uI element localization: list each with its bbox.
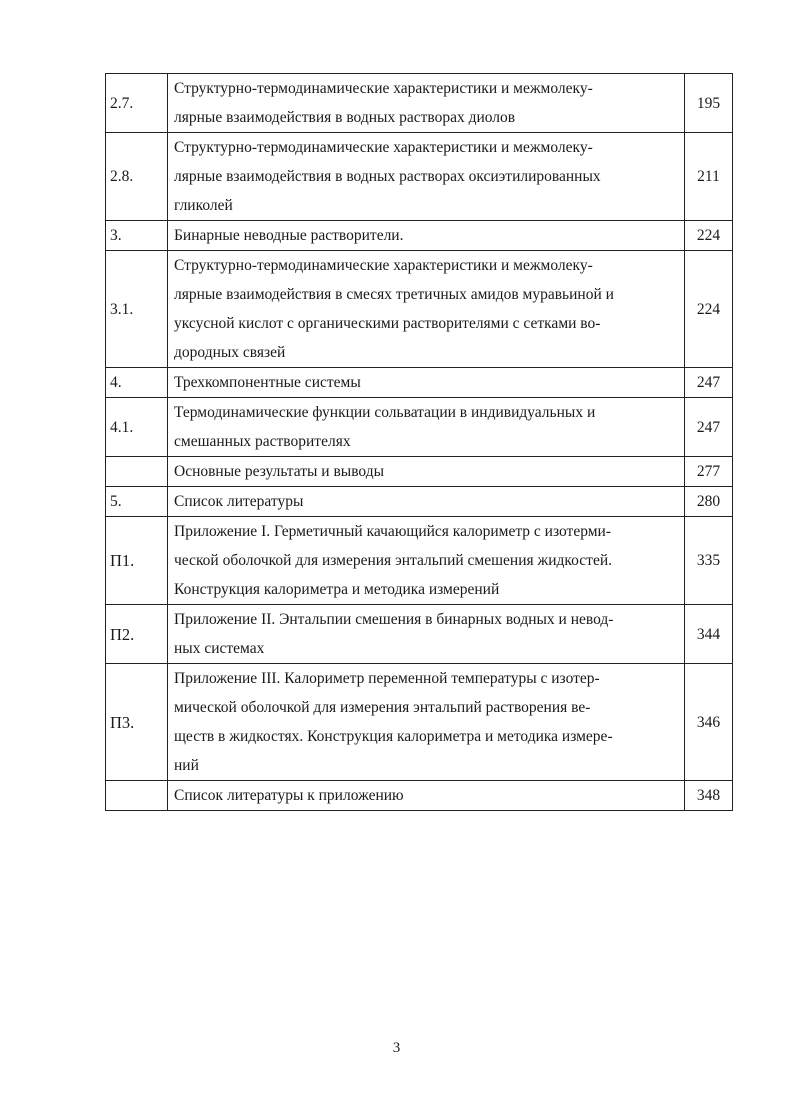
toc-title-line: мической оболочкой для измерения энтальпий растворения ве- bbox=[174, 699, 591, 716]
toc-title-line: ческой оболочкой для измерения энтальпий смешения жидкостей. bbox=[174, 552, 613, 569]
toc-title-line: Приложение II. Энтальпии смешения в бинарных водных и невод- bbox=[174, 611, 614, 628]
toc-title-line: Трехкомпонентные системы bbox=[174, 374, 361, 391]
toc-page-number: 346 bbox=[685, 664, 733, 781]
toc-section-number: П2. bbox=[106, 605, 168, 664]
toc-section-number: П3. bbox=[106, 664, 168, 781]
toc-title-line: Структурно-термодинамические характеристики и межмолеку- bbox=[174, 80, 593, 97]
toc-title-line: Приложение I. Герметичный качающийся калориметр с изотерми- bbox=[174, 523, 611, 540]
toc-row bbox=[106, 398, 733, 457]
toc-title-line: Термодинамические функции сольватации в индивидуальных и bbox=[174, 404, 596, 421]
toc-page-number: 277 bbox=[685, 457, 733, 487]
toc-section-title bbox=[168, 251, 685, 368]
toc-row bbox=[106, 487, 733, 517]
toc-row bbox=[106, 605, 733, 664]
toc-title-line: Конструкция калориметра и методика измерений bbox=[174, 581, 500, 598]
toc-page-number: 247 bbox=[685, 368, 733, 398]
toc-section-title bbox=[168, 368, 685, 398]
toc-row bbox=[106, 517, 733, 605]
toc-page-number: 344 bbox=[685, 605, 733, 664]
toc-row bbox=[106, 133, 733, 221]
toc-row bbox=[106, 74, 733, 133]
toc-row bbox=[106, 664, 733, 781]
toc-section-title bbox=[168, 781, 685, 811]
toc-title-line: ных системах bbox=[174, 640, 265, 657]
toc-section-number bbox=[106, 781, 168, 811]
toc-section-number: 2.8. bbox=[106, 133, 168, 221]
toc-page-number: 348 bbox=[685, 781, 733, 811]
toc-title-line: лярные взаимодействия в водных растворах диолов bbox=[174, 109, 516, 126]
toc-title-line: Список литературы к приложению bbox=[174, 787, 404, 804]
toc-title-line: Структурно-термодинамические характеристики и межмолеку- bbox=[174, 257, 593, 274]
toc-section-title bbox=[168, 221, 685, 251]
toc-body bbox=[106, 74, 733, 811]
toc-section-title bbox=[168, 487, 685, 517]
toc-section-number: 4.1. bbox=[106, 398, 168, 457]
toc-row bbox=[106, 221, 733, 251]
toc-title-line: Список литературы bbox=[174, 493, 304, 510]
toc-section-number: 4. bbox=[106, 368, 168, 398]
page-number: 3 bbox=[392, 1040, 401, 1056]
toc-title-line: ществ в жидкостях. Конструкция калориметра и методика измере- bbox=[174, 728, 613, 745]
toc-section-number: 2.7. bbox=[106, 74, 168, 133]
toc-section-number: 5. bbox=[106, 487, 168, 517]
toc-title-line: уксусной кислот с органическими растворителями с сетками во- bbox=[174, 315, 601, 332]
toc-title-line: Бинарные неводные растворители. bbox=[174, 227, 404, 244]
toc-title-line: лярные взаимодействия в смесях третичных амидов муравьиной и bbox=[174, 286, 614, 303]
toc-section-title bbox=[168, 398, 685, 457]
toc-section-number: 3.1. bbox=[106, 251, 168, 368]
toc-title-line: Приложение III. Калориметр переменной температуры с изотер- bbox=[174, 670, 600, 687]
toc-section-number: 3. bbox=[106, 221, 168, 251]
toc-section-title bbox=[168, 517, 685, 605]
toc-section-title bbox=[168, 457, 685, 487]
toc-page-number: 211 bbox=[685, 133, 733, 221]
toc-title-line: ний bbox=[174, 757, 199, 774]
toc-title-line: Структурно-термодинамические характеристики и межмолеку- bbox=[174, 139, 593, 156]
toc-title-line: Основные результаты и выводы bbox=[174, 463, 385, 480]
toc-section-number: П1. bbox=[106, 517, 168, 605]
toc-section-title bbox=[168, 74, 685, 133]
toc-page-number: 224 bbox=[685, 221, 733, 251]
toc-page-number: 224 bbox=[685, 251, 733, 368]
toc-section-title bbox=[168, 605, 685, 664]
toc-title-line: лярные взаимодействия в водных растворах оксиэтилированных bbox=[174, 168, 601, 185]
toc-section-title bbox=[168, 133, 685, 221]
toc-page-number: 195 bbox=[685, 74, 733, 133]
toc-row bbox=[106, 368, 733, 398]
toc-title-line: дородных связей bbox=[174, 344, 286, 361]
toc-section-title bbox=[168, 664, 685, 781]
toc-page-number: 247 bbox=[685, 398, 733, 457]
toc-title-line: смешанных растворителях bbox=[174, 433, 351, 450]
toc-section-number bbox=[106, 457, 168, 487]
table-of-contents bbox=[105, 73, 733, 811]
toc-page-number: 335 bbox=[685, 517, 733, 605]
toc-row bbox=[106, 457, 733, 487]
toc-title-line: гликолей bbox=[174, 197, 233, 214]
toc-page-number: 280 bbox=[685, 487, 733, 517]
toc-row bbox=[106, 251, 733, 368]
toc-row bbox=[106, 781, 733, 811]
